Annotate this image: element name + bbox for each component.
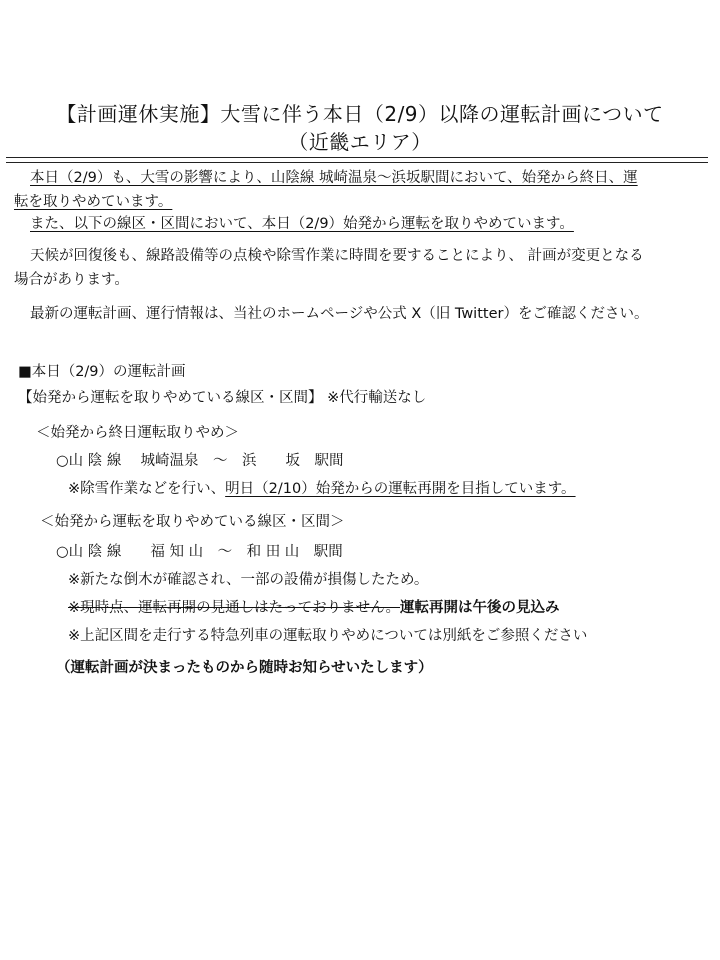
plan-heading: ■本日（2/9）の運転計画 bbox=[18, 364, 186, 380]
group1-note bbox=[68, 477, 576, 501]
group2-label: ＜始発から運転を取りやめている線区・区間＞ bbox=[40, 514, 345, 530]
intro-p1-line2: 転を取りやめています。 bbox=[14, 194, 173, 210]
intro-p3-line2: 場合があります。 bbox=[14, 272, 129, 288]
group1-note-underlined: 明日（2/10）始発からの運転再開を目指しています。 bbox=[225, 481, 576, 497]
group2-note3: ※上記区間を走行する特急列車の運転取りやめについては別紙をご参照ください bbox=[68, 628, 588, 644]
intro-p1-line1: 本日（2/9）も、大雪の影響により、山陰線 城崎温泉～浜坂駅間において、始発から終日、運 bbox=[30, 170, 638, 186]
title-divider-top bbox=[6, 157, 708, 158]
group2-note2 bbox=[68, 596, 560, 620]
notice-title-line2: （近畿エリア） bbox=[288, 130, 432, 154]
intro-paragraph-4: 最新の運転計画、運行情報は、当社のホームページや公式 X（旧 Twitter）をご確認ください。 bbox=[30, 306, 649, 322]
title-divider-bottom bbox=[6, 162, 708, 163]
intro-paragraph-3 bbox=[14, 244, 714, 292]
group2-note2-struck: ※現時点、運転再開の見通しはたっておりません。 bbox=[68, 600, 401, 616]
intro-paragraph-2 bbox=[14, 212, 714, 236]
group2-route: ○山 陰 線 福 知 山 ～ 和 田 山 駅間 bbox=[56, 544, 343, 560]
plan-subheading: 【始発から運転を取りやめている線区・区間】 ※代行輸送なし bbox=[18, 390, 427, 406]
notice-title-line1: 【計画運休実施】大雪に伴う本日（2/9）以降の運転計画について bbox=[56, 102, 664, 126]
intro-paragraph-1 bbox=[14, 166, 714, 214]
group1-note-prefix: ※除雪作業などを行い、 bbox=[68, 481, 226, 497]
plan-footer: （運転計画が決まったものから随時お知らせいたします） bbox=[56, 660, 433, 676]
intro-p3-line1: 天候が回復後も、線路設備等の点検や除雪作業に時間を要することにより、 計画が変更となる bbox=[30, 248, 644, 264]
group2-note2-bold: 運転再開は午後の見込み bbox=[400, 600, 560, 616]
group2-note1: ※新たな倒木が確認され、一部の設備が損傷したため。 bbox=[68, 572, 429, 588]
group1-route: ○山 陰 線 城崎温泉 ～ 浜 坂 駅間 bbox=[56, 453, 344, 469]
group1-label: ＜始発から終日運転取りやめ＞ bbox=[36, 425, 239, 441]
intro-p2: また、以下の線区・区間において、本日（2/9）始発から運転を取りやめています。 bbox=[30, 216, 574, 232]
